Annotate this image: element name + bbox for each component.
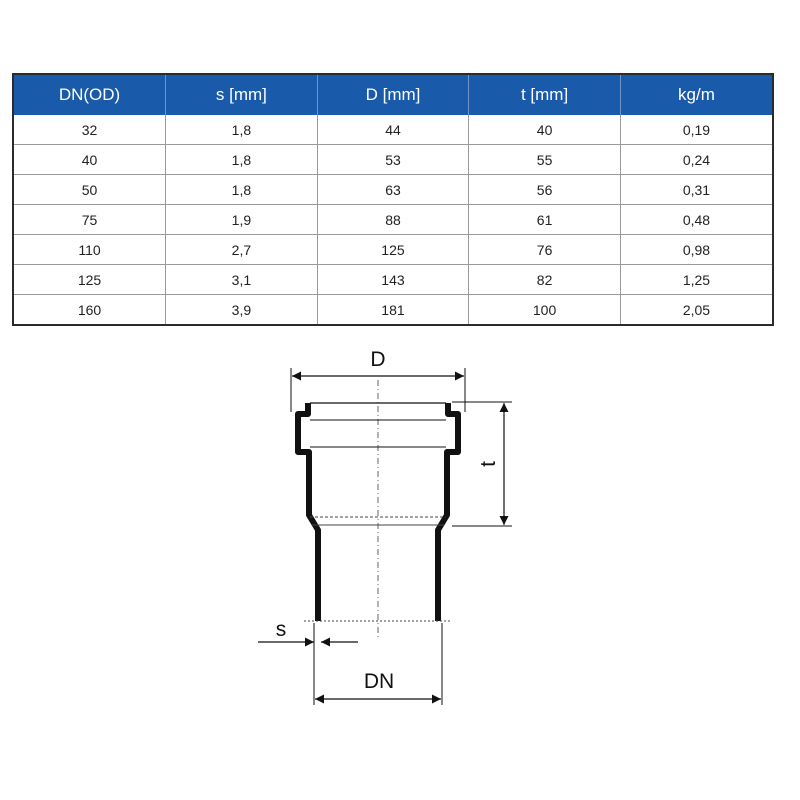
cell-kgm: 0,48 <box>620 205 772 235</box>
cell-dn: 110 <box>14 235 166 265</box>
cell-kgm: 0,24 <box>620 145 772 175</box>
cell-s: 3,1 <box>166 265 318 295</box>
cell-t: 40 <box>469 115 621 145</box>
header-s-mm: s [mm] <box>166 75 318 115</box>
cell-t: 56 <box>469 175 621 205</box>
cell-t: 76 <box>469 235 621 265</box>
pipe-wall-left <box>298 403 318 621</box>
cell-s: 1,8 <box>166 175 318 205</box>
cell-kgm: 0,31 <box>620 175 772 205</box>
cell-t: 82 <box>469 265 621 295</box>
cell-t: 100 <box>469 295 621 325</box>
cell-kgm: 0,19 <box>620 115 772 145</box>
cell-s: 1,9 <box>166 205 318 235</box>
t-dimension-label: t <box>477 461 500 467</box>
cell-dn: 75 <box>14 205 166 235</box>
d-dimension-label: D <box>370 348 386 371</box>
cell-t: 61 <box>469 205 621 235</box>
dn-dimension-label: DN <box>363 670 395 693</box>
cell-dn: 160 <box>14 295 166 325</box>
cell-d: 53 <box>317 145 469 175</box>
cell-dn: 40 <box>14 145 166 175</box>
cell-t: 55 <box>469 145 621 175</box>
cell-d: 143 <box>317 265 469 295</box>
cell-d: 181 <box>317 295 469 325</box>
cell-kgm: 0,98 <box>620 235 772 265</box>
pipe-wall-right <box>438 403 458 621</box>
header-kg-m: kg/m <box>620 75 772 115</box>
header-d-mm: D [mm] <box>317 75 469 115</box>
header-t-mm: t [mm] <box>469 75 621 115</box>
cell-dn: 125 <box>14 265 166 295</box>
cell-s: 2,7 <box>166 235 318 265</box>
cell-d: 88 <box>317 205 469 235</box>
cell-kgm: 1,25 <box>620 265 772 295</box>
cell-dn: 50 <box>14 175 166 205</box>
cell-s: 1,8 <box>166 145 318 175</box>
cell-s: 3,9 <box>166 295 318 325</box>
s-dimension-label: s <box>275 618 287 641</box>
cell-dn: 32 <box>81 121 98 138</box>
header-dn-od: DN(OD) <box>14 75 166 115</box>
cell-d: 125 <box>317 235 469 265</box>
cell-d: 44 <box>317 115 469 145</box>
cell-s: 1,8 <box>166 115 318 145</box>
cell-kgm: 2,05 <box>620 295 772 325</box>
cell-d: 63 <box>317 175 469 205</box>
